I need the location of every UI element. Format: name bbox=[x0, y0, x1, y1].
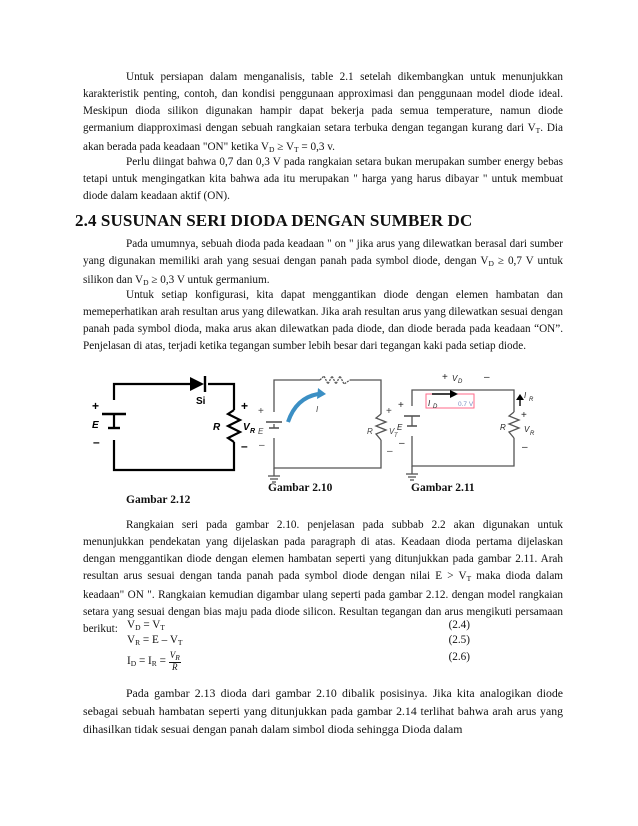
svg-text:V: V bbox=[524, 425, 530, 434]
svg-text:+: + bbox=[442, 372, 448, 383]
svg-text:V: V bbox=[243, 422, 250, 433]
svg-text:E: E bbox=[397, 423, 403, 432]
diode-icon bbox=[190, 376, 205, 392]
svg-text:E: E bbox=[258, 427, 264, 436]
caption-gambar-2-10: Gambar 2.10 bbox=[268, 482, 333, 494]
svg-text:+: + bbox=[241, 399, 249, 413]
svg-text:V: V bbox=[389, 427, 395, 436]
equation-2-5: $V_R = E - V_T$ (2.5) bbox=[127, 634, 470, 647]
svg-text:D: D bbox=[433, 404, 438, 410]
paragraph-5: Rangkaian seri pada gambar 2.10. penjelasan pada subbab 2.2 akan digunakan untuk menunjukkan pendekatan yang dijelaskan pada paragraph di atas. Keadaan dioda pertama dijelaskan dengan menggantikan diode dengan elemen hambatan seperti yang ditunjukkan pada gambar 2.11. Arah resultan arus sesuai dengan tanda panah pada symbol diode dengan nilai $E > V_T$ maka dioda dalam keadaan" ON ". Rangkaian kemudian digambar ulang seperti pada gambar 2.12. dengan model rangkaian setara yang sesuai dengan bias maju pada diode silicon. Resultan tegangan dan arus mengikuti persamaan berikut: bbox=[83, 519, 563, 635]
svg-text:R: R bbox=[530, 431, 535, 437]
current-arrow-icon bbox=[516, 394, 524, 406]
svg-text:D: D bbox=[458, 379, 463, 385]
svg-text:0.7 V: 0.7 V bbox=[458, 401, 474, 408]
figure-2-10-circuit bbox=[254, 372, 399, 484]
svg-text:–: – bbox=[93, 435, 100, 449]
figure-2-11-circuit bbox=[396, 370, 546, 482]
caption-gambar-2-12: Gambar 2.12 bbox=[126, 494, 191, 506]
paragraph-2: Perlu diingat bahwa 0,7 dan 0,3 V pada rangkaian setara bukan merupakan sumber energy bebas tetapi untuk mengingatkan kita bahwa ada itu merupakan " harga yang harus dibayar " untuk membuat diode dalam keadaan aktif (ON). bbox=[83, 156, 563, 202]
svg-text:R: R bbox=[529, 397, 534, 403]
svg-text:+: + bbox=[398, 400, 404, 411]
svg-text:–: – bbox=[387, 446, 393, 457]
svg-text:+: + bbox=[386, 406, 392, 417]
svg-text:+: + bbox=[521, 410, 527, 421]
svg-text:R: R bbox=[250, 428, 256, 435]
svg-text:I: I bbox=[316, 405, 319, 414]
section-heading: 2.4 SUSUNAN SERI DIODA DENGAN SUMBER DC bbox=[75, 211, 473, 230]
svg-text:–: – bbox=[241, 439, 248, 453]
svg-text:–: – bbox=[259, 440, 265, 451]
svg-text:R: R bbox=[500, 423, 506, 432]
paragraph-6: Pada gambar 2.13 dioda dari gambar 2.10 dibalik posisinya. Jika kita analogikan diode sebagai sebuah hambatan seperti yang ditunjukkan pada gambar 2.14 terlihat bahwa arah arus yang dihasilkan tidak sesuai dengan panah dalam simbol dioda sehingga Dioda dalam bbox=[83, 686, 563, 736]
svg-text:R: R bbox=[213, 422, 221, 433]
svg-text:I: I bbox=[428, 399, 431, 408]
current-arrow-icon bbox=[288, 394, 318, 422]
svg-text:+: + bbox=[258, 406, 264, 417]
figure-2-12-circuit bbox=[88, 370, 258, 488]
paragraph-4: Untuk setiap konfigurasi, kita dapat menggantikan diode dengan elemen hambatan dan memeperhatikan arah resultan arus yang dilewatkan. Jika arah resultan arus yang dilewatkan sesuai dengan panah pada symbol dioda, maka arus akan dilewatkan pada diode, dan diode berada pada keadaan “ON”. Penjelasan di atas, terjadi ketika tegangan sumber lebih besar dari tegangan kaki pada setiap diode. bbox=[83, 289, 563, 352]
caption-gambar-2-11: Gambar 2.11 bbox=[411, 482, 475, 494]
svg-text:–: – bbox=[399, 438, 405, 449]
svg-text:+: + bbox=[92, 399, 100, 413]
svg-text:R: R bbox=[367, 427, 373, 436]
paragraph-1: Untuk persiapan dalam menganalisis, table 2.1 setelah dikembangkan untuk menunjukkan karakteristik penting, contoh, dan kondisi penggunaan approximasi dan penggunaan model diode ideal. Meskipun dioda silikon digunakan hampir dapat bekerja pada semua temperature, namun diode germanium diapproximasi dengan sebuah rangkaian setara terbuka dengan tegangan kurang dari $V_T$. Dia akan berada pada keadaan "ON" ketika $V_D \ge V_T = 0,3$ v. bbox=[83, 71, 563, 154]
svg-text:T: T bbox=[394, 433, 398, 439]
svg-text:Si: Si bbox=[196, 396, 206, 407]
svg-text:V: V bbox=[452, 374, 458, 383]
equation-2-6: $I_D = I_R$ = $\frac{V_R}{R}$ (2.6) bbox=[127, 650, 470, 672]
equation-2-4: $V_D = V_T$ (2.4) bbox=[127, 619, 470, 632]
svg-text:I: I bbox=[524, 391, 527, 400]
current-arrow-icon bbox=[432, 390, 458, 398]
paragraph-3: Pada umumnya, sebuah dioda pada keadaan " on " jika arus yang dilewatkan berasal dari sumber yang digunakan memiliki arah yang sesuai dengan panah pada symbol diode, dengan $V_D \ge 0,7$ V untuk silikon dan $V_D \ge 0,3$ V untuk germanium. bbox=[83, 238, 563, 287]
svg-text:–: – bbox=[522, 442, 528, 453]
svg-text:–: – bbox=[484, 372, 490, 383]
svg-text:E: E bbox=[92, 420, 99, 431]
fraction-vr-over-r: $\frac{V_R}{R}$ bbox=[169, 650, 180, 672]
